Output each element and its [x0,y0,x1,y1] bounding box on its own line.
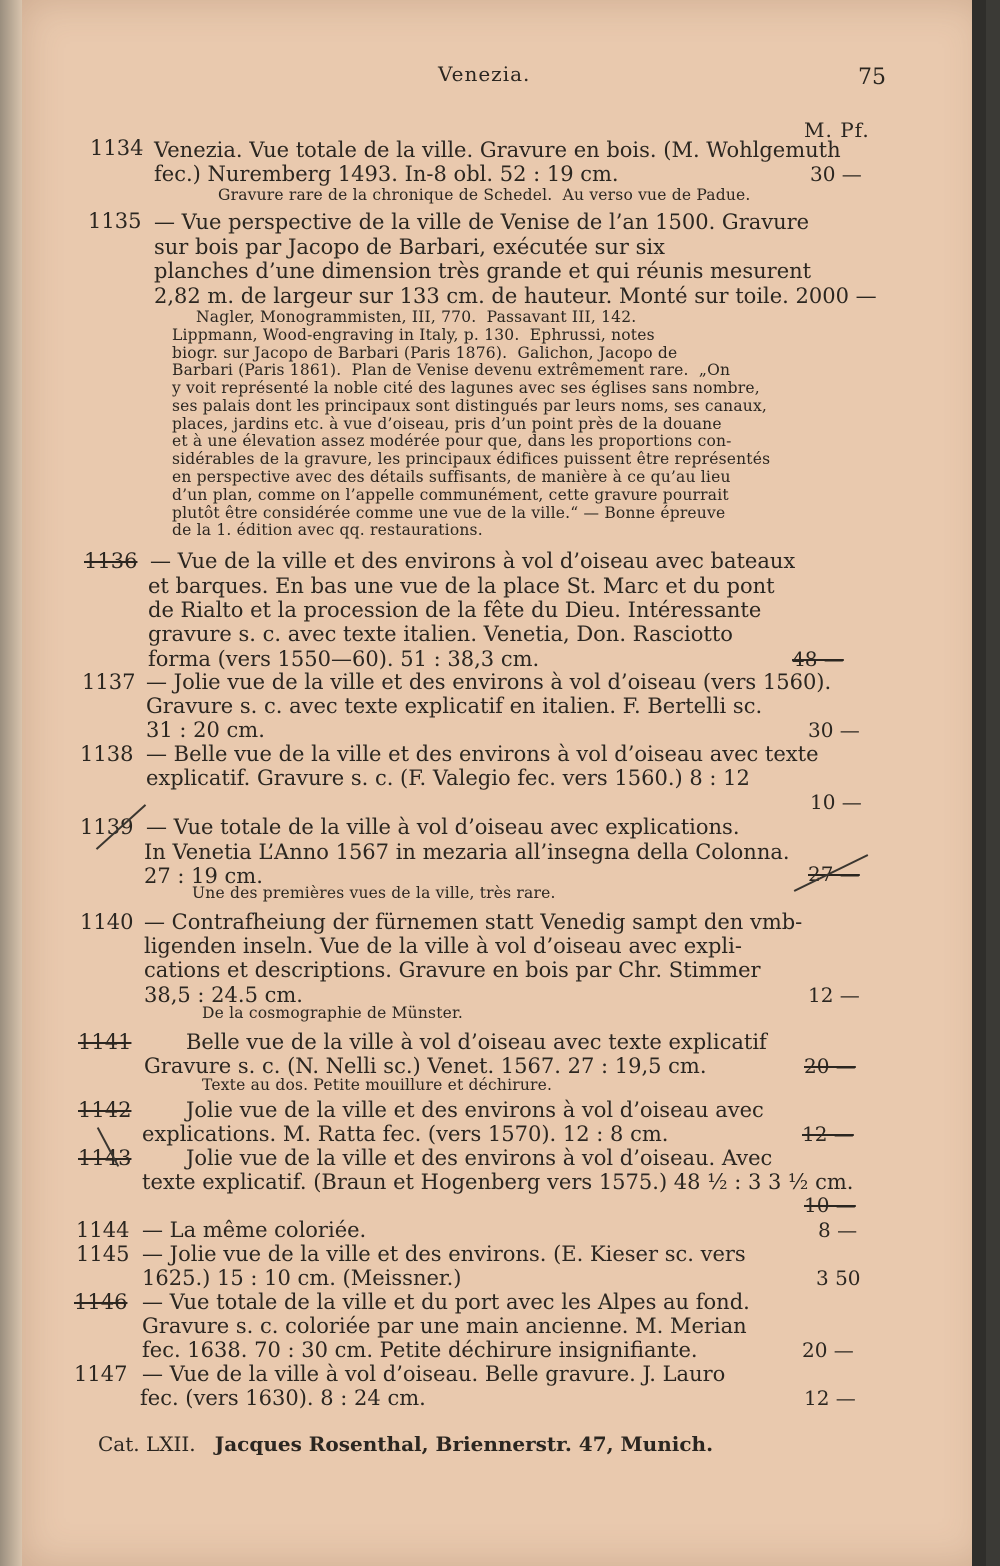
entry-line: de Rialto et la procession de la fête du Dieu. Intéressante [148,598,762,622]
entry-price: 10 — [810,790,862,814]
entry-line: texte explicatif. (Braun et Hogenberg vers 1575.) 48 ½ : 3 3 ½ cm. [142,1170,854,1194]
entry-number: 1137 [82,670,136,694]
entry-line: cations et descriptions. Gravure en bois par Chr. Stimmer [144,958,761,982]
publisher-imprint: Jacques Rosenthal, Briennerstr. 47, Munich. [214,1432,714,1456]
entry-line: planches d’une dimension très grande et qui réunis mesurent [154,259,812,283]
entry-number-struck: 1143 [78,1146,132,1170]
entry-price: 20 — [802,1338,854,1362]
entry-number: 1135 [88,209,142,233]
entry-line: — La même coloriée. [142,1218,367,1242]
entry-line: — Jolie vue de la ville et des environs à vol d’oiseau (vers 1560). [146,670,832,694]
entry-price: 3 50 [816,1266,861,1290]
page-footer [98,1432,713,1456]
entry-price: 12 — [804,1386,856,1410]
entry-note: en perspective avec des détails suffisants, de manière à ce qu’au lieu [172,468,731,486]
entry-number-struck: 1146 [74,1290,128,1314]
catalog-number: Cat. LXII. [98,1432,196,1456]
entry-line: gravure s. c. avec texte italien. Venetia, Don. Rasciotto [148,622,733,646]
page-header [22,62,986,102]
entry-note: Une des premières vues de la ville, très rare. [192,884,556,902]
running-title: Venezia. [438,62,531,86]
entry-line: forma (vers 1550—60). 51 : 38,3 cm. [148,647,540,671]
entry-line: Jolie vue de la ville et des environs à vol d’oiseau. Avec [186,1146,773,1170]
entry-line: — Vue de la ville et des environs à vol d’oiseau avec bateaux [150,549,796,573]
entry-note: sidérables de la gravure, les principaux édifices puissent être représentés [172,450,771,468]
entry-number: 1134 [90,136,144,160]
entry-number: 1144 [76,1218,130,1242]
entry-number: 1139 [80,815,134,839]
currency-heading: M. Pf. [804,118,870,142]
entry-note: y voit représenté la noble cité des lagunes avec ses églises sans nombre, [172,379,760,397]
catalog-page [22,0,986,1566]
entry-note: Lippmann, Wood-engraving in Italy, p. 130. Ephrussi, notes [172,326,655,344]
entry-number: 1138 [80,742,134,766]
entry-line: — Vue de la ville à vol d’oiseau. Belle gravure. J. Lauro [142,1362,726,1386]
entry-note: Gravure rare de la chronique de Schedel. Au verso vue de Padue. [218,186,751,204]
entry-note: ses palais dont les principaux sont distingués par leurs noms, ses canaux, [172,397,768,415]
entry-note: places, jardins etc. à vue d’oiseau, pris d’un point près de la douane [172,415,722,433]
entry-number-struck: 1141 [78,1030,132,1054]
entry-line: Belle vue de la ville à vol d’oiseau avec texte explicatif [186,1030,767,1054]
entry-line: 38,5 : 24.5 cm. [144,983,303,1007]
entry-line: 1625.) 15 : 10 cm. (Meissner.) [142,1266,462,1290]
entry-note: de la 1. édition avec qq. restaurations. [172,521,483,539]
entry-price: 30 — [810,162,862,186]
book-spine [0,0,22,1566]
entry-number-struck: 1142 [78,1098,132,1122]
entry-line: fec. (vers 1630). 8 : 24 cm. [140,1386,426,1410]
entry-price: 30 — [808,718,860,742]
entry-line: In Venetia L’Anno 1567 in mezaria all’insegna della Colonna. [144,840,790,864]
entry-note: plutôt être considérée comme une vue de la ville.“ — Bonne épreuve [172,504,726,522]
entry-line: 31 : 20 cm. [146,718,265,742]
entry-note: et à une élevation assez modérée pour que, dans les proportions con- [172,432,732,450]
entry-line: 2,82 m. de largeur sur 133 cm. de hauteur. Monté sur toile. 2000 — [154,284,877,308]
entry-number: 1145 [76,1242,130,1266]
entry-note: De la cosmographie de Münster. [202,1004,464,1022]
entry-line: explications. M. Ratta fec. (vers 1570). 12 : 8 cm. [142,1122,669,1146]
entry-line: Gravure s. c. coloriée par une main ancienne. M. Merian [142,1314,747,1338]
entry-line: — Vue totale de la ville et du port avec les Alpes au fond. [142,1290,750,1314]
entry-note: d’un plan, comme on l’appelle communément, cette gravure pourrait [172,486,729,504]
entry-line: 27 : 19 cm. [144,864,263,888]
entry-line: — Jolie vue de la ville et des environs. (E. Kieser sc. vers [142,1242,746,1266]
entry-note: biogr. sur Jacopo de Barbari (Paris 1876). Galichon, Jacopo de [172,344,678,362]
entry-line: — Belle vue de la ville et des environs à vol d’oiseau avec texte [146,742,819,766]
entry-price-struck: 12 — [802,1122,854,1146]
entry-price: 12 — [808,983,860,1007]
entry-line: ligenden inseln. Vue de la ville à vol d’oiseau avec expli- [144,934,742,958]
entry-line: — Vue totale de la ville à vol d’oiseau avec explications. [146,815,740,839]
entry-number: 1147 [74,1362,128,1386]
entry-price-struck: 48 — [792,647,844,671]
entry-line: sur bois par Jacopo de Barbari, exécutée sur six [154,235,665,259]
entry-price-struck: 27 — [808,862,860,886]
entry-line: Gravure s. c. avec texte explicatif en italien. F. Bertelli sc. [146,694,763,718]
entry-line: et barques. En bas une vue de la place St. Marc et du pont [148,574,775,598]
binding-edge [972,0,986,1566]
entry-note: Barbari (Paris 1861). Plan de Venise devenu extrêmement rare. „On [172,361,731,379]
entry-note: Nagler, Monogrammisten, III, 770. Passavant III, 142. [196,308,637,326]
entry-line: — Contrafheiung der fürnemen statt Venedig sampt den vmb- [144,910,803,934]
entry-line: Gravure s. c. (N. Nelli sc.) Venet. 1567. 27 : 19,5 cm. [144,1054,707,1078]
entry-price-struck: 10 — [804,1193,856,1217]
entry-price-struck: 20 — [804,1054,856,1078]
entry-price: 8 — [818,1218,858,1242]
entry-line: fec.) Nuremberg 1493. In-8 obl. 52 : 19 cm. [154,162,619,186]
page-number: 75 [858,65,886,90]
entry-line: — Vue perspective de la ville de Venise de l’an 1500. Gravure [154,210,810,234]
entry-number: 1140 [80,910,134,934]
entry-line: fec. 1638. 70 : 30 cm. Petite déchirure insignifiante. [142,1338,698,1362]
entry-line: Jolie vue de la ville et des environs à vol d’oiseau avec [186,1098,764,1122]
entry-line: explicatif. Gravure s. c. (F. Valegio fec. vers 1560.) 8 : 12 [146,766,750,790]
entry-line: Venezia. Vue totale de la ville. Gravure en bois. (M. Wohlgemuth [154,138,841,162]
entry-note: Texte au dos. Petite mouillure et déchirure. [202,1076,553,1094]
entry-number-struck: 1136 [84,549,138,573]
